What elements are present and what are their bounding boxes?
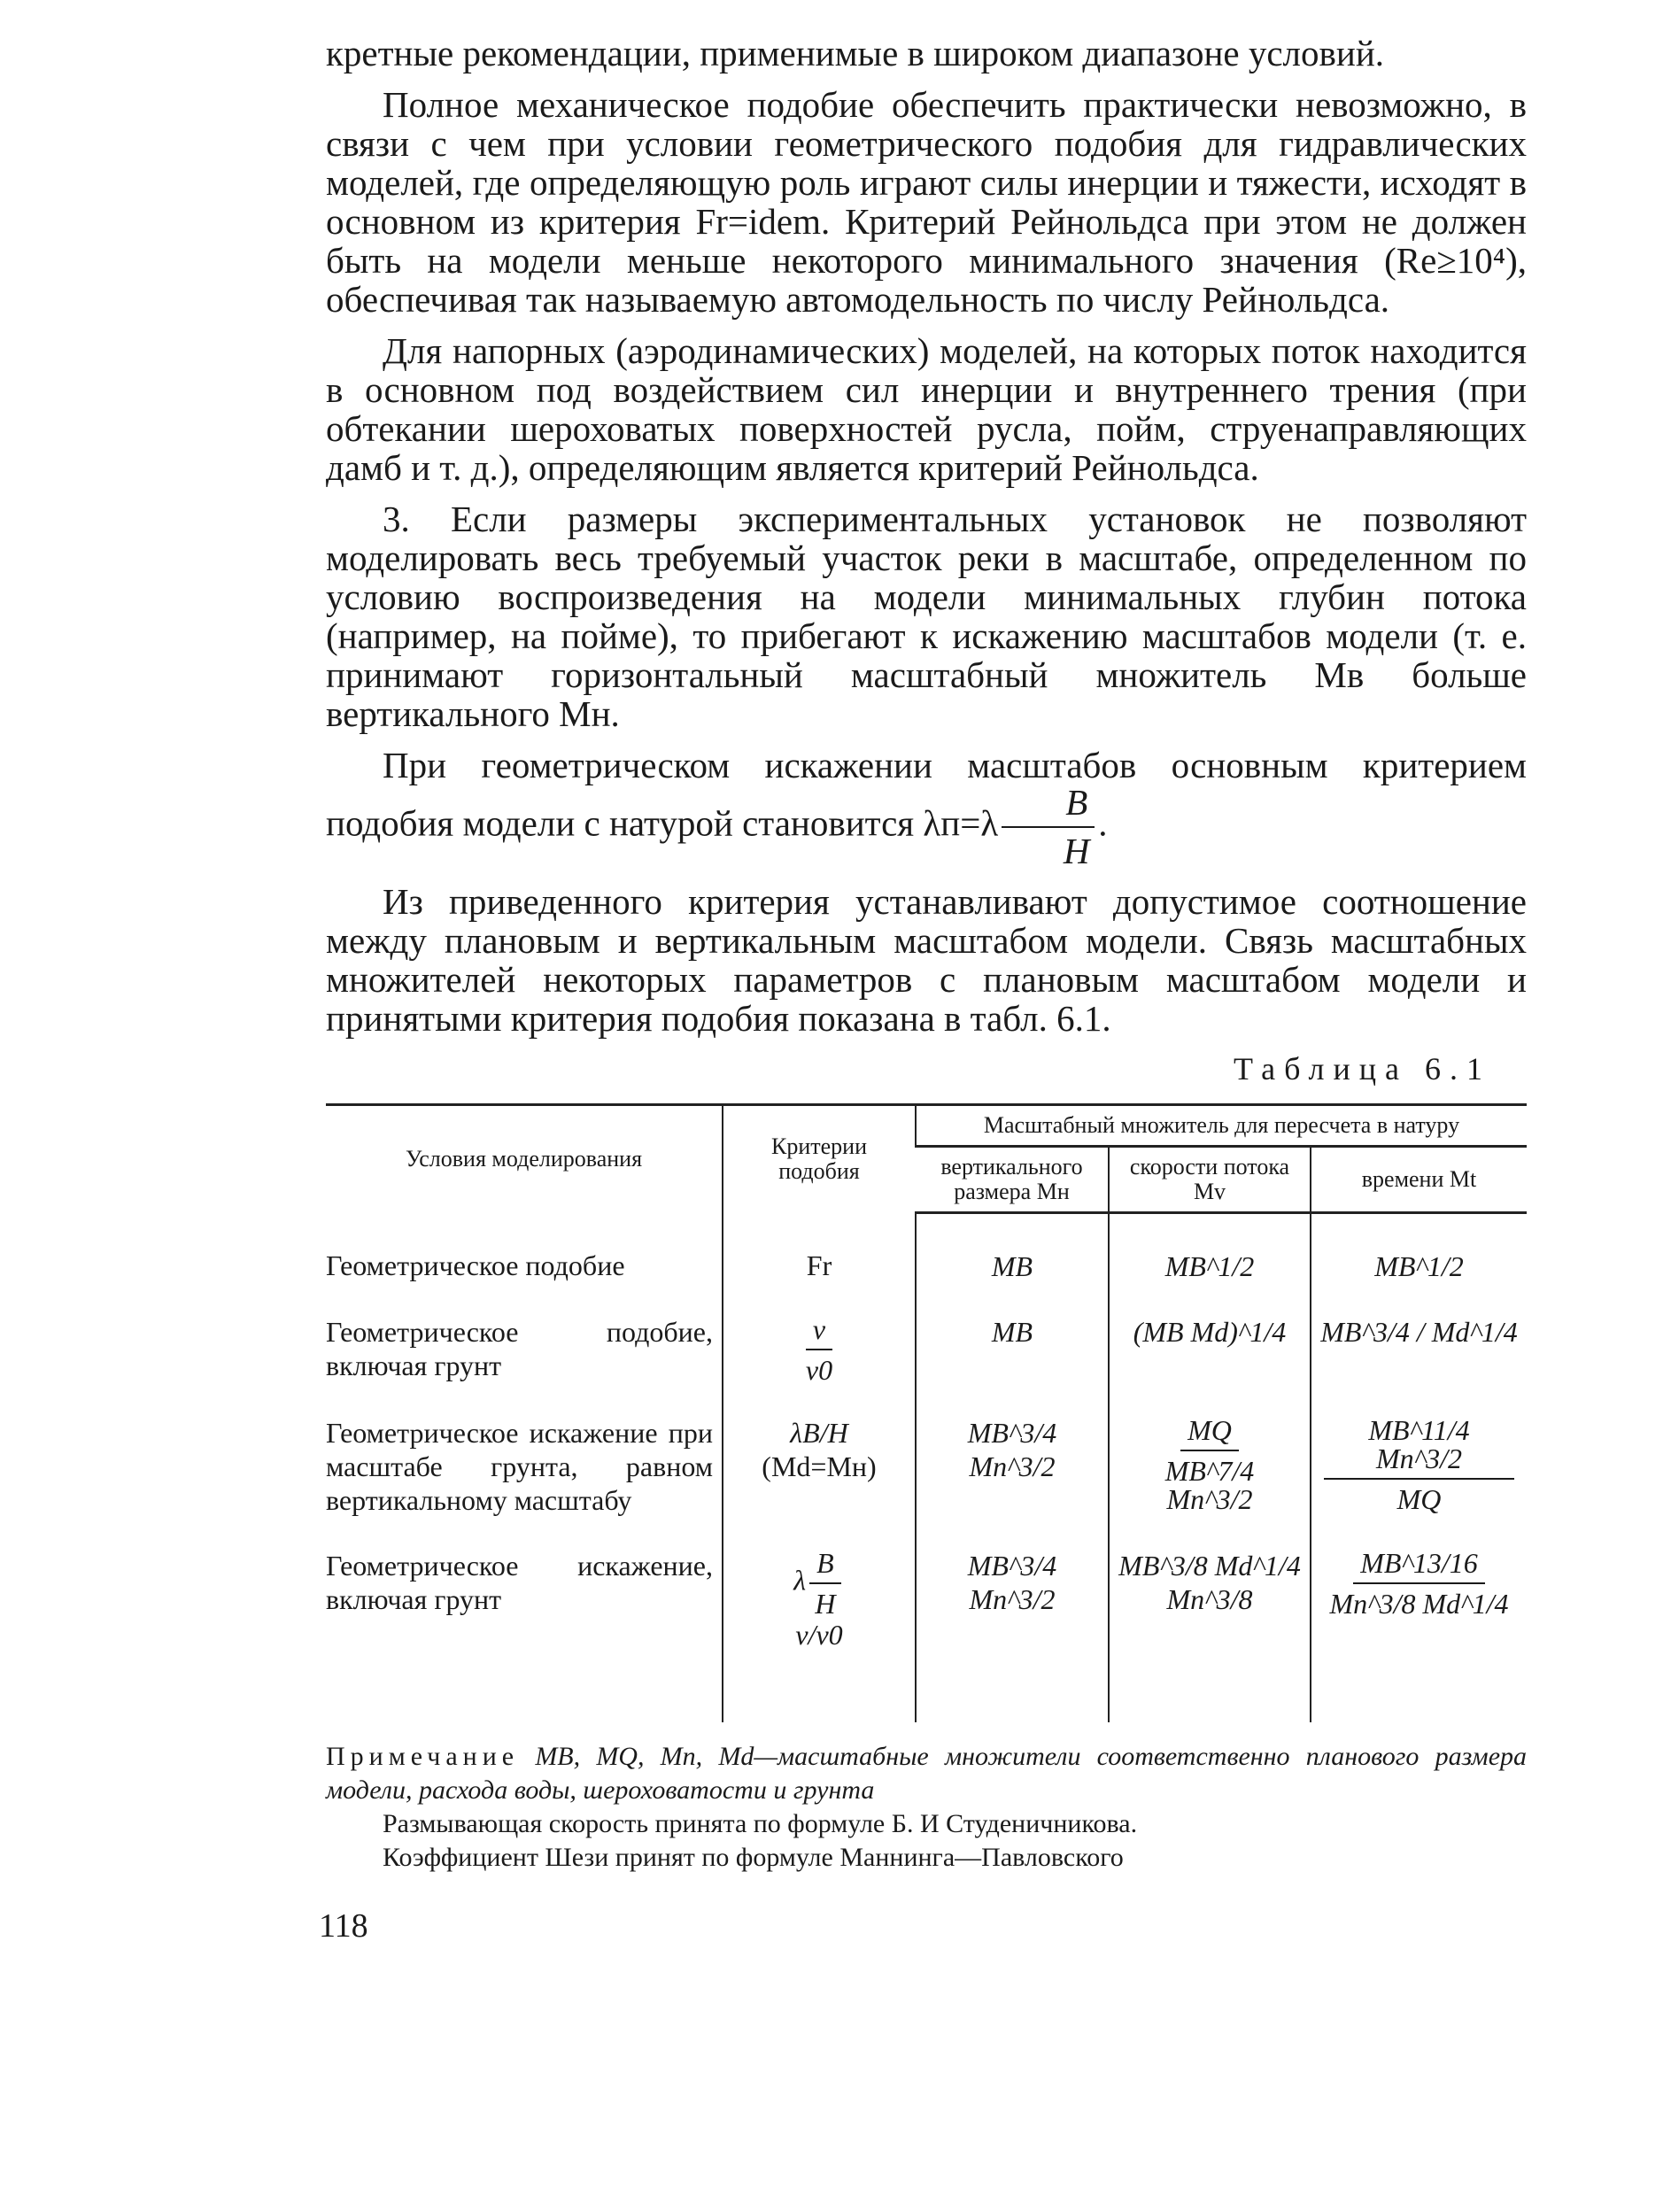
fraction-denominator: H (815, 1588, 836, 1620)
criterion-text: При геометрическом искажении масштабов основным критерием подобия модели с натурой становится λп=λ (326, 745, 1527, 844)
page-number: 118 (319, 1907, 368, 1945)
criterion-fraction (1002, 782, 1095, 871)
header-vertical: вертикального размера Mн (916, 1147, 1109, 1213)
note-lead: Примечание (326, 1742, 520, 1771)
cell-velocity: (MB Md)^1/4 (1109, 1303, 1311, 1404)
note-main: MB, MQ, Mn, Md—масштабные множители соответственно планового размера модели, расхода воды, шероховатости и грунта (326, 1742, 1528, 1805)
fraction-denominator: MQ (1396, 1483, 1442, 1515)
header-conditions: Условия моделирования (326, 1105, 723, 1213)
header-time: времени Mt (1311, 1147, 1527, 1213)
header-velocity: скорости потока Mv (1109, 1147, 1311, 1213)
criterion-line-2: v/v0 (795, 1619, 843, 1651)
fraction-numerator: MQ (1180, 1416, 1239, 1451)
paragraph-after: Из приведенного критерия устанавливают допустимое соотношение между плановым и вертикальным масштабом модели. Связь масштабных множителей некоторых параметров с плановым масштабом модели и принятыми критерия подобия показана в табл. 6.1. (326, 881, 1527, 1039)
note-line-3: Коэффициент Шези принят по формуле Маннинга—Павловского (383, 1843, 1124, 1872)
cell-vertical: MB (916, 1303, 1109, 1404)
time-fraction (1324, 1416, 1514, 1513)
cell-condition: Геометрическое подобие (326, 1249, 625, 1281)
cell-criterion: Fr (723, 1213, 916, 1303)
table-row (326, 1404, 1527, 1536)
table-row (326, 1213, 1527, 1303)
fraction-numerator: B (1002, 785, 1095, 828)
cell-condition: Геометрическое искажение, включая грунт (326, 1550, 713, 1615)
cell-condition: Геометрическое подобие, включая грунт (326, 1316, 713, 1381)
fraction-denominator: v0 (805, 1354, 833, 1386)
criterion-line-1 (732, 1549, 906, 1618)
cell-velocity (1109, 1404, 1311, 1536)
table-note (326, 1740, 1527, 1807)
cell-time: MB^1/2 (1311, 1213, 1527, 1303)
cell-condition: Геометрическое искажение при масштабе грунта, равном вертикальному масштабу (326, 1417, 713, 1516)
table-row (326, 1536, 1527, 1722)
header-scale-group: Масштабный множитель для пересчета в натуру (916, 1105, 1527, 1147)
cell-time (1311, 1404, 1527, 1536)
cell-time (1311, 1536, 1527, 1722)
criterion-line-1: λB/H (790, 1417, 848, 1449)
fraction-numerator: MB^13/16 (1353, 1549, 1485, 1584)
paragraph-1: кретные рекомендации, применимые в широком диапазоне условий. (326, 33, 1385, 73)
paragraph-criterion (326, 746, 1527, 870)
cell-criterion (723, 1404, 916, 1536)
header-criteria: Критерии подобия (723, 1105, 916, 1213)
velocity-fraction (1122, 1416, 1297, 1513)
criterion-line-2: (Md=Mн) (762, 1450, 877, 1482)
fraction-denominator: Mn^3/8 Md^1/4 (1329, 1588, 1509, 1620)
cell-vertical: MB^3/4 Mn^3/2 (916, 1404, 1109, 1536)
cell-criterion (723, 1536, 916, 1722)
cell-time: MB^3/4 / Md^1/4 (1311, 1303, 1527, 1404)
paragraph-4: 3. Если размеры экспериментальных установок не позволяют моделировать весь требуемый участок реки в масштабе, определенном по условию воспроизведения на модели минимальных глубин потока (например, на пойме), то прибегают к искажению масштабов модели (т. е. принимают горизонтальный масштабный множитель Mв больше вертикального Mн. (326, 499, 1527, 734)
criterion-fraction (806, 1315, 832, 1384)
note-line-2: Размывающая скорость принята по формуле Б. И Студеничникова. (383, 1809, 1138, 1838)
cell-velocity: MB^3/8 Md^1/4 Mn^3/8 (1109, 1536, 1311, 1722)
fraction-denominator: MB^7/4 Mn^3/2 (1164, 1455, 1255, 1515)
fraction-numerator: v (806, 1315, 832, 1350)
scale-factor-table (326, 1103, 1527, 1722)
table-title: Таблица 6.1 (1234, 1051, 1491, 1087)
table-row (326, 1303, 1527, 1404)
time-fraction (1329, 1549, 1508, 1618)
criterion-tail: . (1098, 802, 1108, 844)
cell-criterion (723, 1303, 916, 1404)
fraction-numerator: B (809, 1549, 841, 1584)
cell-velocity: MB^1/2 (1109, 1213, 1311, 1303)
criterion-prefix: λ (793, 1564, 807, 1597)
paragraph-3: Для напорных (аэродинамических) моделей, на которых поток находится в основном под воздействием сил инерции и внутреннего трения (при обтекании шероховатых поверхностей русла, пойм, струенаправляющих дамб и т. д.), определяющим является критерий Рейнольдса. (326, 330, 1527, 488)
criterion-fraction (809, 1549, 841, 1618)
fraction-numerator: MB^11/4 Mn^3/2 (1324, 1416, 1514, 1480)
fraction-denominator: H (1063, 831, 1090, 871)
paragraph-2: Полное механическое подобие обеспечить практически невозможно, в связи с чем при условии геометрического подобия для гидравлических моделей, где определяющую роль играют силы инерции и тяжести, исходят в основном из критерия Fr=idem. Критерий Рейнольдса при этом не должен быть на модели меньше некоторого минимального значения (Re≥10⁴), обеспечивая так называемую автомодельность по числу Рейнольдса. (326, 84, 1527, 320)
cell-vertical: MB (916, 1213, 1109, 1303)
page-content (326, 34, 1527, 1875)
cell-vertical: MB^3/4 Mn^3/2 (916, 1536, 1109, 1722)
